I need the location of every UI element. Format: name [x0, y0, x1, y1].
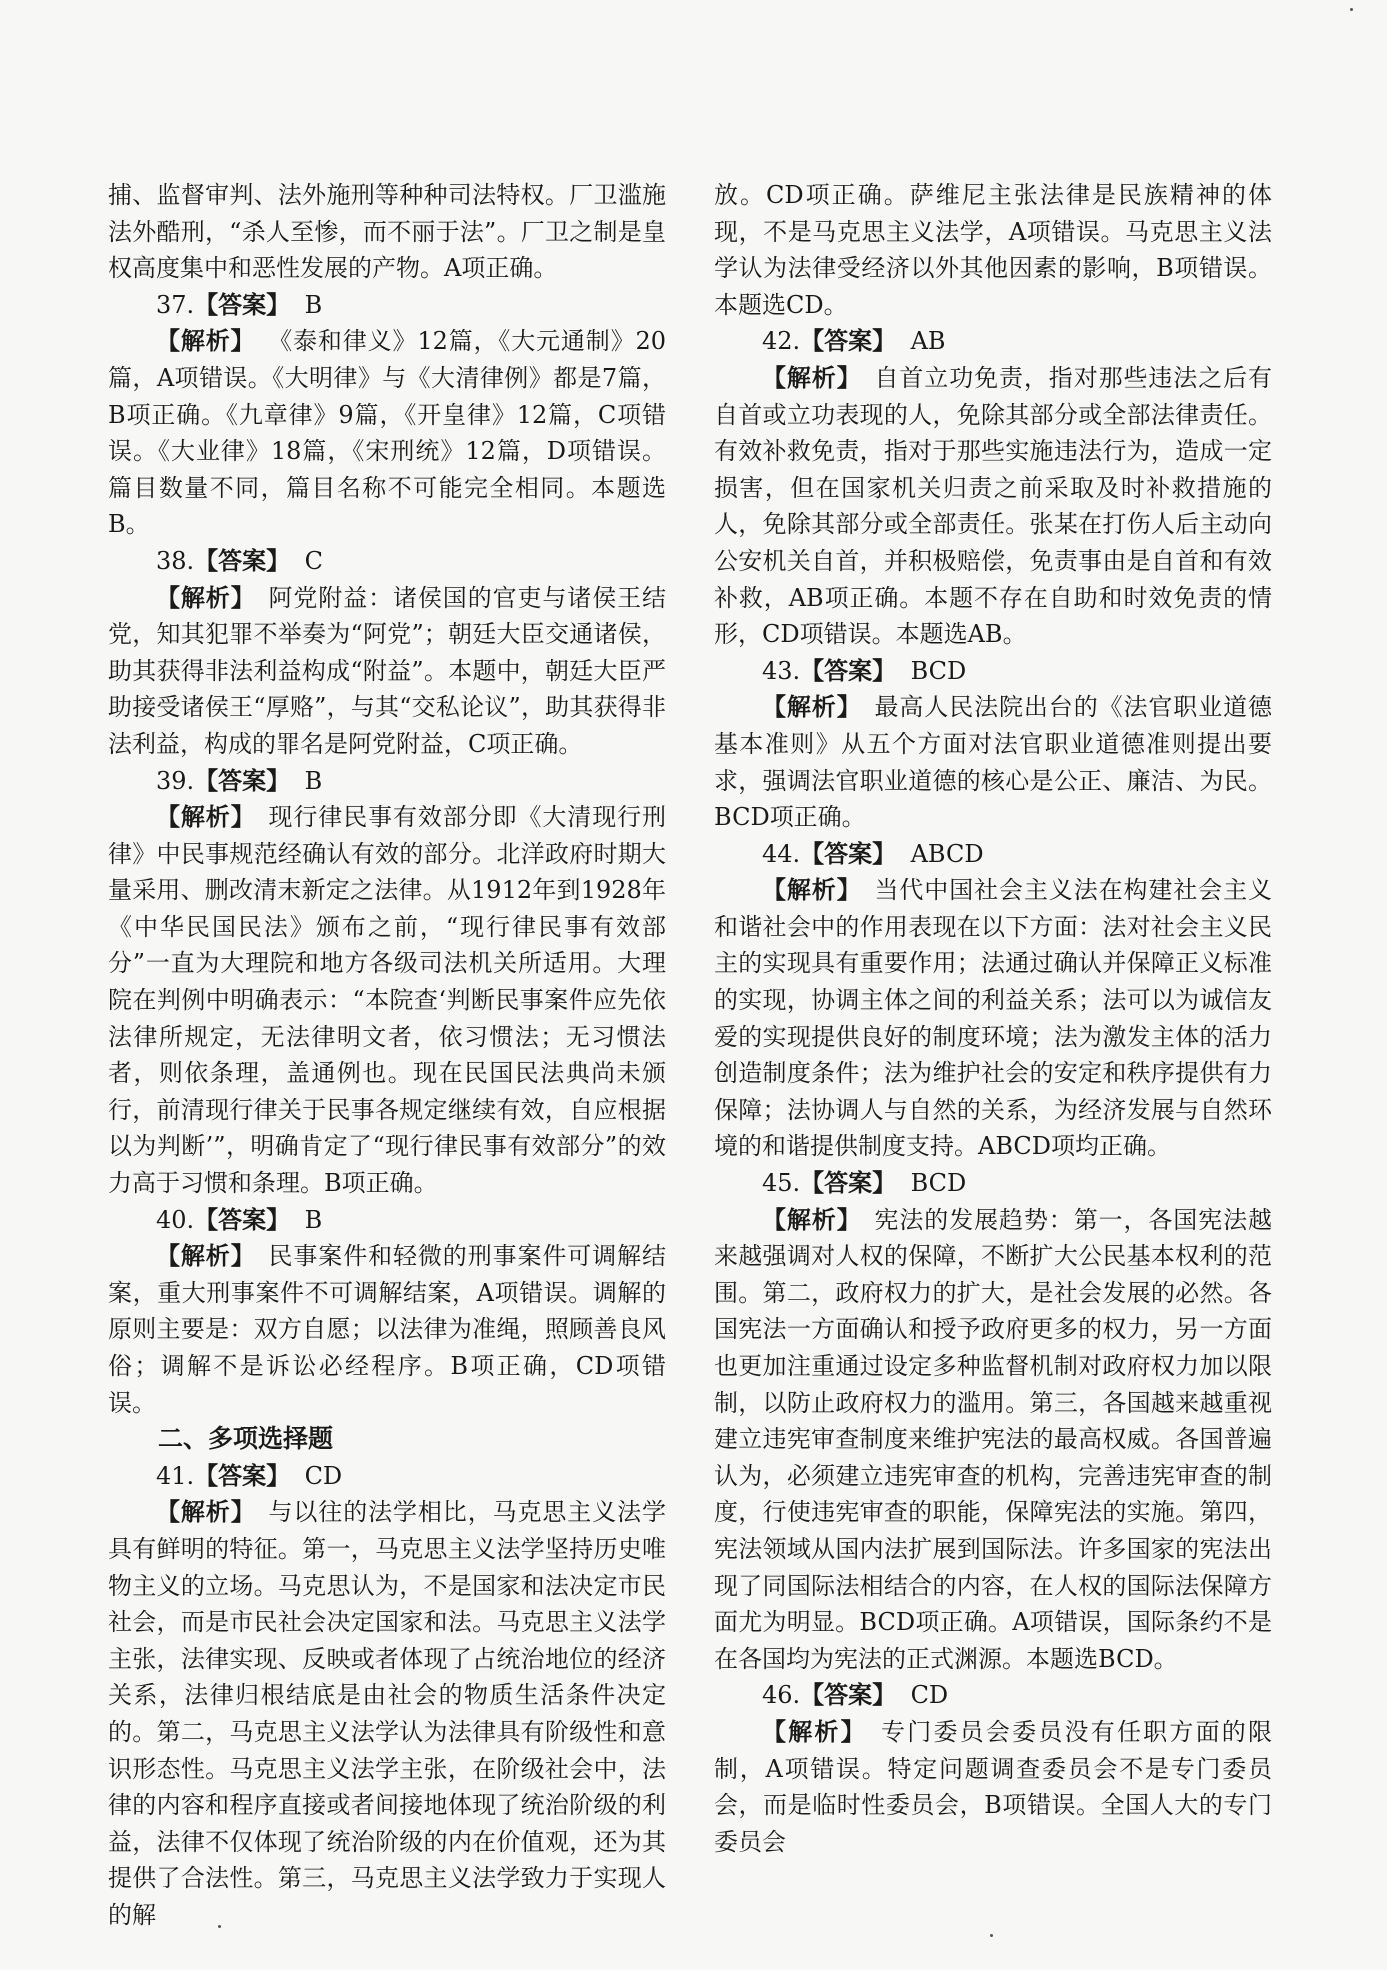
analysis-tag: 【解析】	[762, 363, 862, 392]
analysis-paragraph	[108, 799, 666, 1202]
analysis-tag: 【解析】	[156, 1498, 256, 1527]
analysis-paragraph	[714, 1714, 1272, 1860]
analysis-paragraph	[714, 360, 1272, 653]
analysis-paragraph	[714, 689, 1272, 835]
answer-value: BCD	[910, 656, 967, 685]
analysis-text: 专门委员会委员没有任职方面的限制，A项错误。特定问题调查委员会不是专门委员会，而是临时性委员会，B项错误。全国人大的专门委员会	[714, 1717, 1273, 1856]
answer-line	[108, 543, 666, 580]
answer-value: C	[304, 546, 323, 575]
question-number: 38.	[156, 546, 195, 575]
analysis-tag: 【解析】	[762, 876, 862, 905]
question-number: 44.	[762, 839, 801, 868]
question-number: 43.	[762, 656, 801, 685]
question-number: 39.	[156, 766, 195, 795]
analysis-tag: 【解析】	[762, 1717, 867, 1746]
analysis-tag: 【解析】	[156, 327, 256, 356]
answer-line	[108, 763, 666, 800]
answer-tag: 【答案】	[800, 656, 897, 685]
answer-tag: 【答案】	[194, 546, 291, 575]
left-column	[108, 177, 666, 1934]
analysis-tag: 【解析】	[762, 693, 862, 722]
analysis-text: 自首立功免责，指对那些违法之后有自首或立功表现的人，免除其部分或全部法律责任。有效补救免责，指对于那些实施违法行为，造成一定损害，但在国家机关归责之前采取及时补救措施的人，免除其部分或全部责任。张某在打伤人后主动向公安机关自首，并积极赔偿，免责事由是自首和有效补救，AB项正确。本题不存在自助和时效免责的情形，CD项错误。本题选AB。	[714, 363, 1273, 649]
question-number: 46.	[762, 1681, 801, 1710]
answer-value: B	[304, 1205, 323, 1234]
scan-speck	[218, 1925, 221, 1928]
answer-line	[714, 836, 1272, 873]
analysis-tag: 【解析】	[156, 583, 256, 612]
answer-line	[108, 287, 666, 324]
scan-speck	[1350, 8, 1353, 11]
answer-value: AB	[910, 327, 946, 356]
answer-line	[108, 1202, 666, 1239]
analysis-paragraph	[108, 323, 666, 543]
analysis-text: 当代中国社会主义法在构建社会主义和谐社会中的作用表现在以下方面：法对社会主义民主的实现具有重要作用；法通过确认并保障正义标准的实现，协调主体之间的利益关系；法可以为诚信友爱的实现提供良好的制度环境；法为激发主体的活力创造制度条件；法为维护社会的安定和秩序提供有力保障；法协调人与自然的关系，为经济发展与自然环境的和谐提供制度支持。ABCD项均正确。	[714, 876, 1273, 1161]
analysis-text: 《泰和律义》12篇，《大元通制》20篇，A项错误。《大明律》与《大清律例》都是7篇，B项正确。《九章律》9篇，《开皇律》12篇，C项错误。《大业律》18篇，《宋刑统》12篇，D项错误。篇目数量不同，篇目名称不可能完全相同。本题选B。	[108, 327, 667, 539]
analysis-text: 现行律民事有效部分即《大清现行刑律》中民事规范经确认有效的部分。北洋政府时期大量采用、删改清末新定之法律。从1912年到1928年《中华民国民法》颁布之前，“现行律民事有效部分”一直为大理院和地方各级司法机关所适用。大理院在判例中明确表示：“本院查‘判断民事案件应先依法律所规定，无法律明文者，依习惯法；无习惯法者，则依条理，盖通例也。现在民国民法典尚未颁行，前清现行律关于民事各规定继续有效，自应根据以为判断’”，明确肯定了“现行律民事有效部分”的效力高于习惯和条理。B项正确。	[108, 803, 667, 1198]
answer-value: B	[304, 290, 323, 319]
analysis-text: 阿党附益：诸侯国的官吏与诸侯王结党，知其犯罪不举奏为“阿党”；朝廷大臣交通诸侯，助其获得非法利益构成“附益”。本题中，朝廷大臣严助接受诸侯王“厚赂”，与其“交私论议”，助其获得非法利益，构成的罪名是阿党附益，C项正确。	[108, 583, 667, 758]
answer-tag: 【答案】	[194, 766, 291, 795]
analysis-tag: 【解析】	[156, 803, 256, 832]
analysis-paragraph	[108, 1494, 666, 1933]
analysis-text: 民事案件和轻微的刑事案件可调解结案，重大刑事案件不可调解结案，A项错误。调解的原则主要是：双方自愿；以法律为准绳，照顾善良风俗；调解不是诉讼必经程序。B项正确，CD项错误。	[108, 1242, 667, 1417]
answer-value: BCD	[910, 1169, 967, 1198]
answer-line	[714, 653, 1272, 690]
section-heading: 二、多项选择题	[158, 1424, 334, 1454]
answer-tag: 【答案】	[194, 1205, 291, 1234]
answer-tag: 【答案】	[194, 1461, 291, 1490]
answer-value: CD	[304, 1461, 343, 1490]
answer-line	[714, 1165, 1272, 1202]
analysis-text: 最高人民法院出台的《法官职业道德基本准则》从五个方面对法官职业道德准则提出要求，强调法官职业道德的核心是公正、廉洁、为民。BCD项正确。	[714, 693, 1273, 832]
paragraph-continuation: 捕、监督审判、法外施刑等种种司法特权。厂卫滥施法外酷刑，“杀人至惨，而不丽于法”。厂卫之制是皇权高度集中和恶性发展的产物。A项正确。	[108, 181, 666, 283]
right-column	[714, 177, 1272, 1860]
analysis-text: 宪法的发展趋势：第一，各国宪法越来越强调对人权的保障，不断扩大公民基本权利的范围。第二，政府权力的扩大，是社会发展的必然。各国宪法一方面确认和授予政府更多的权力，另一方面也更加注重通过设定多种监督机制对政府权力加以限制，以防止政府权力的滥用。第三，各国越来越重视建立违宪审查制度来维护宪法的最高权威。各国普遍认为，必须建立违宪审查的机构，完善违宪审查的制度，行使违宪审查的职能，保障宪法的实施。第四，宪法领域从国内法扩展到国际法。许多国家的宪法出现了同国际法相结合的内容，在人权的国际法保障方面尤为明显。BCD项正确。A项错误，国际条约不是在各国均为宪法的正式渊源。本题选BCD。	[714, 1205, 1273, 1673]
answer-line	[714, 323, 1272, 360]
answer-tag: 【答案】	[800, 1681, 897, 1710]
question-number: 42.	[762, 327, 801, 356]
answer-line	[108, 1458, 666, 1495]
answer-tag: 【答案】	[800, 327, 897, 356]
answer-value: B	[304, 766, 323, 795]
analysis-paragraph	[714, 1202, 1272, 1678]
answer-tag: 【答案】	[800, 1169, 897, 1198]
analysis-text: 与以往的法学相比，马克思主义法学具有鲜明的特征。第一，马克思主义法学坚持历史唯物主义的立场。马克思认为，不是国家和法决定市民社会，而是市民社会决定国家和法。马克思主义法学主张，法律实现、反映或者体现了占统治地位的经济关系，法律归根结底是由社会的物质生活条件决定的。第二，马克思主义法学认为法律具有阶级性和意识形态性。马克思主义法学主张，在阶级社会中，法律的内容和程序直接或者间接地体现了统治阶级的利益，法律不仅体现了统治阶级的内在价值观，还为其提供了合法性。第三，马克思主义法学致力于实现人的解	[108, 1498, 667, 1929]
answer-value: CD	[910, 1681, 949, 1710]
question-number: 40.	[156, 1205, 195, 1234]
analysis-paragraph	[108, 580, 666, 763]
question-number: 41.	[156, 1461, 195, 1490]
question-number: 37.	[156, 290, 195, 319]
analysis-tag: 【解析】	[156, 1242, 256, 1271]
paragraph-continuation: 放。CD项正确。萨维尼主张法律是民族精神的体现，不是马克思主义法学，A项错误。马克思主义法学认为法律受经济以外其他因素的影响，B项错误。本题选CD。	[714, 181, 1272, 319]
analysis-paragraph	[714, 872, 1272, 1165]
analysis-paragraph	[108, 1238, 666, 1421]
scan-speck	[990, 1934, 993, 1937]
answer-value: ABCD	[910, 839, 984, 868]
answer-tag: 【答案】	[194, 290, 291, 319]
analysis-tag: 【解析】	[762, 1205, 862, 1234]
answer-line	[714, 1677, 1272, 1714]
answer-tag: 【答案】	[800, 839, 897, 868]
question-number: 45.	[762, 1169, 801, 1198]
